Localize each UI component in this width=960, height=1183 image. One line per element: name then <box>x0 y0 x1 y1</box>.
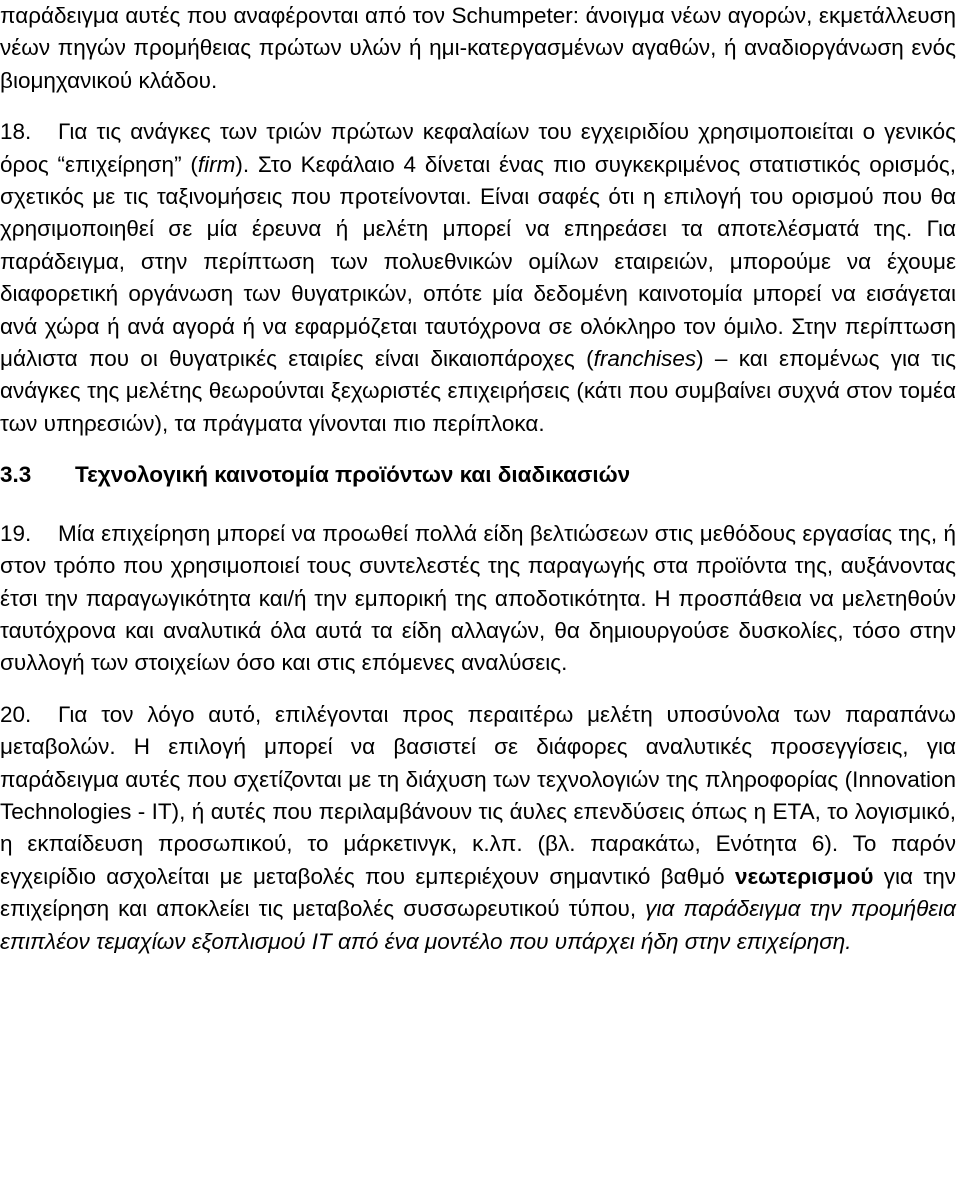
paragraph-19 <box>0 518 956 680</box>
paragraph-intro-text: παράδειγμα αυτές που αναφέρονται από τον Schumpeter: άνοιγμα νέων αγορών, εκμετάλλευση νέων πηγών προμήθειας πρώτων υλών ή ημι-κατεργασμένων αγαθών, ή αναδιοργάνωση ενός βιομηχανικού κλάδου. <box>0 3 956 93</box>
paragraph-number: 18. <box>0 119 32 145</box>
paragraph-18-text-part2: ). Στο Κεφάλαιο 4 δίνεται ένας πιο συγκεκριμένος στατιστικός ορισμός, σχετικός με τις ταξινομήσεις που προτείνονται. Είναι σαφές ότι η επιλογή του ορισμού που θα χρησιμοποιηθεί σε μία έρευνα ή μελέτη μπορεί να επηρεάσει τα αποτελέσματά της. Για παράδειγμα, στην περίπτωση των πολυεθνικών ομίλων εταιρειών, μπορούμε να έχουμε διαφορετική οργάνωση των θυγατρικών, οπότε μία δεδομένη καινοτομία μπορεί να εισάγεται ανά χώρα ή ανά αγορά ή να εφαρμόζεται ταυτόχρονα σε ολόκληρο τον όμιλο. Στην περίπτωση μάλιστα που οι θυγατρικές εταιρίες είναι δικαιοπάροχες ( <box>0 151 956 372</box>
spacer <box>0 97 956 116</box>
paragraph-20-text-part2: για την επιχείρηση και αποκλείει τις μεταβολές συσσωρευτικού τύπου, <box>0 863 956 922</box>
paragraph-18-text-part1: Για τις ανάγκες των τριών πρώτων κεφαλαίων του εγχειριδίου χρησιμοποιείται ο γενικός όρος “επιχείρηση” ( <box>0 119 956 177</box>
paragraph-20 <box>0 699 956 958</box>
paragraph-number: 20. <box>0 701 32 727</box>
paragraph-intro <box>0 0 956 97</box>
spacer <box>0 440 956 459</box>
section-number: 3.3 <box>0 462 32 488</box>
section-title: Τεχνολογική καινοτομία προϊόντων και διαδικασιών <box>75 462 631 488</box>
spacer <box>0 680 956 699</box>
term-novelty: νεωτερισμού <box>734 863 874 889</box>
paragraph-20-text-part1: Για τον λόγο αυτό, επιλέγονται προς περαιτέρω μελέτη υποσύνολα των παραπάνω μεταβολών. Η επιλογή μπορεί να βασιστεί σε διάφορες αναλυτικές προσεγγίσεις, για παράδειγμα αυτές που σχετίζονται με τη διάχυση των τεχνολογιών της πληροφορίας (Innovation Technologies - IT), ή αυτές που περιλαμβάνουν τις άυλες επενδύσεις όπως η ΕΤΑ, το λογισμικό, η εκπαίδευση προσωπικού, το μάρκετινγκ, κ.λπ. (βλ. παρακάτω, Ενότητα 6). Το παρόν εγχειρίδιο ασχολείται με μεταβολές που εμπεριέχουν σημαντικό βαθμό <box>0 701 956 889</box>
section-heading <box>0 459 956 491</box>
term-franchises: franchises <box>593 346 697 372</box>
term-firm: firm <box>197 151 236 177</box>
paragraph-18-text-part3: ) – και επομένως για τις ανάγκες της μελέτης θεωρούνται ξεχωριστές επιχειρήσεις (κάτι που συμβαίνει συχνά στον τομέα των υπηρεσιών), τα πράγματα γίνονται πιο περίπλοκα. <box>0 346 957 436</box>
spacer <box>0 492 956 518</box>
paragraph-18 <box>0 116 956 440</box>
paragraph-19-text: Μία επιχείρηση μπορεί να προωθεί πολλά είδη βελτιώσεων στις μεθόδους εργασίας της, ή στον τρόπο που χρησιμοποιεί τους συντελεστές της παραγωγής στα προϊόντα της, αυξάνοντας έτσι την παραγωγικότητα και/ή την εμπορική της αποδοτικότητα. Η προσπάθεια να μελετηθούν ταυτόχρονα και αναλυτικά όλα αυτά τα είδη αλλαγών, θα δημιουργούσε δυσκολίες, τόσο στην συλλογή των στοιχείων όσο και στις επόμενες αναλύσεις. <box>0 520 956 676</box>
paragraph-20-italic-tail: για παράδειγμα την προμήθεια επιπλέον τεμαχίων εξοπλισμού IT από ένα μοντέλο που υπάρχει ήδη στην επιχείρηση. <box>0 896 956 954</box>
paragraph-number: 19. <box>0 520 32 546</box>
